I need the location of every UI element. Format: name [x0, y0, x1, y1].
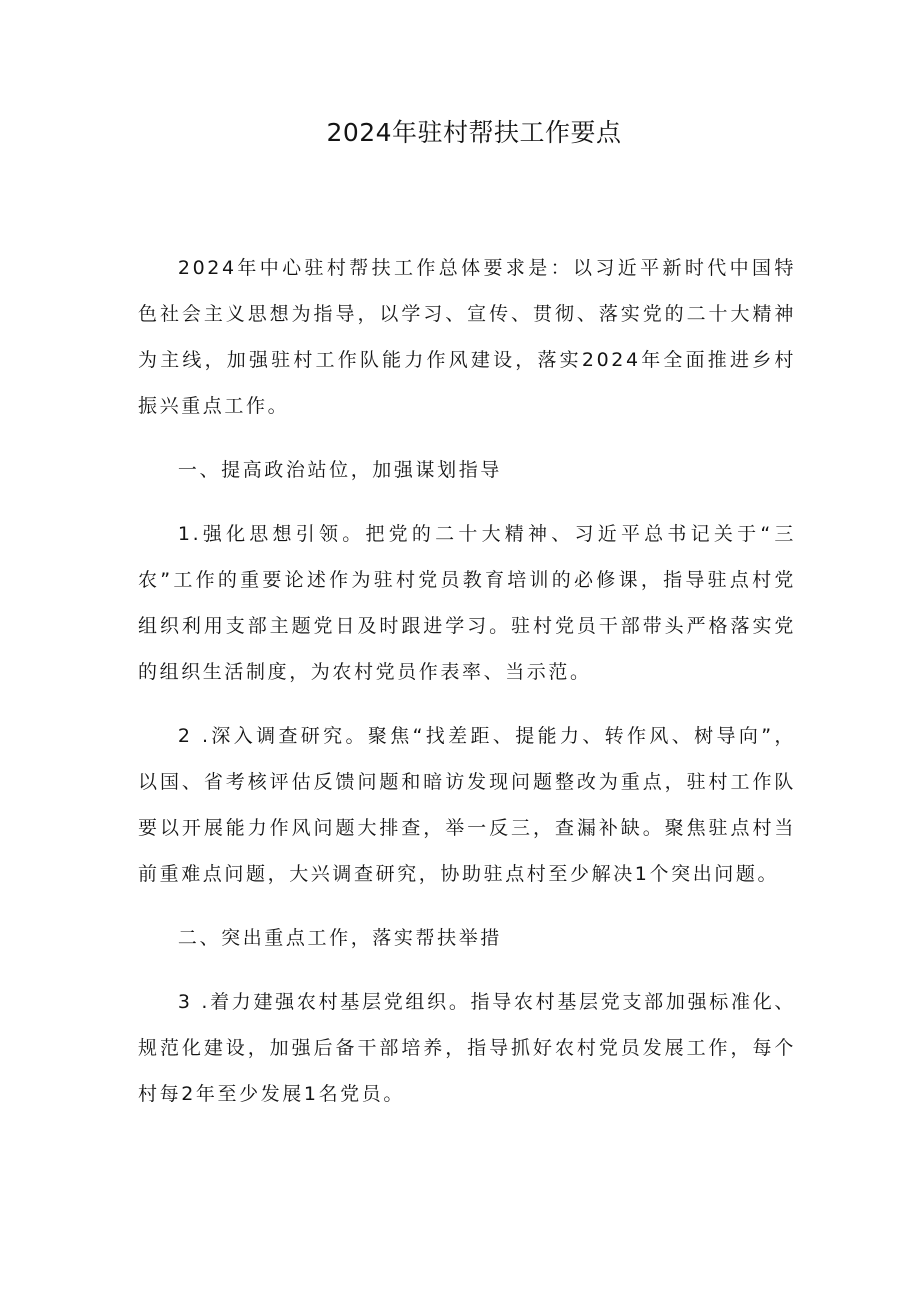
document-title: 2024年驻村帮扶工作要点	[326, 118, 622, 147]
section-heading-1: 一、提高政治站位，加强谋划指导	[177, 459, 502, 481]
item-2-paragraph: 2 .深入调查研究。聚焦“找差距、提能力、转作风、树导向”，以国、省考核评估反馈问题和暗访发现问题整改为重点，驻村工作队要以开展能力作风问题大排查，举一反三，查漏补缺。聚焦驻点村当前重难点问题，大兴调查研究，协助驻点村至少解决1个突出问题。	[138, 725, 796, 885]
title-spacer	[138, 152, 796, 245]
intro-paragraph: 2024年中心驻村帮扶工作总体要求是：以习近平新时代中国特色社会主义思想为指导，以学习、宣传、贯彻、落实党的二十大精神为主线，加强驻村工作队能力作风建设，落实2024年全面推进乡村振兴重点工作。	[138, 257, 796, 417]
section-heading-2: 二、突出重点工作，落实帮扶举措	[177, 927, 502, 949]
item-3-paragraph: 3 .着力建强农村基层党组织。指导农村基层党支部加强标准化、规范化建设，加强后备干部培养，指导抓好农村党员发展工作，每个村每2年至少发展1名党员。	[138, 991, 796, 1105]
item-1-paragraph: 1.强化思想引领。把党的二十大精神、习近平总书记关于“三农”工作的重要论述作为驻村党员教育培训的必修课，指导驻点村党组织利用支部主题党日及时跟进学习。驻村党员干部带头严格落实党的组织生活制度，为农村党员作表率、当示范。	[138, 523, 796, 683]
